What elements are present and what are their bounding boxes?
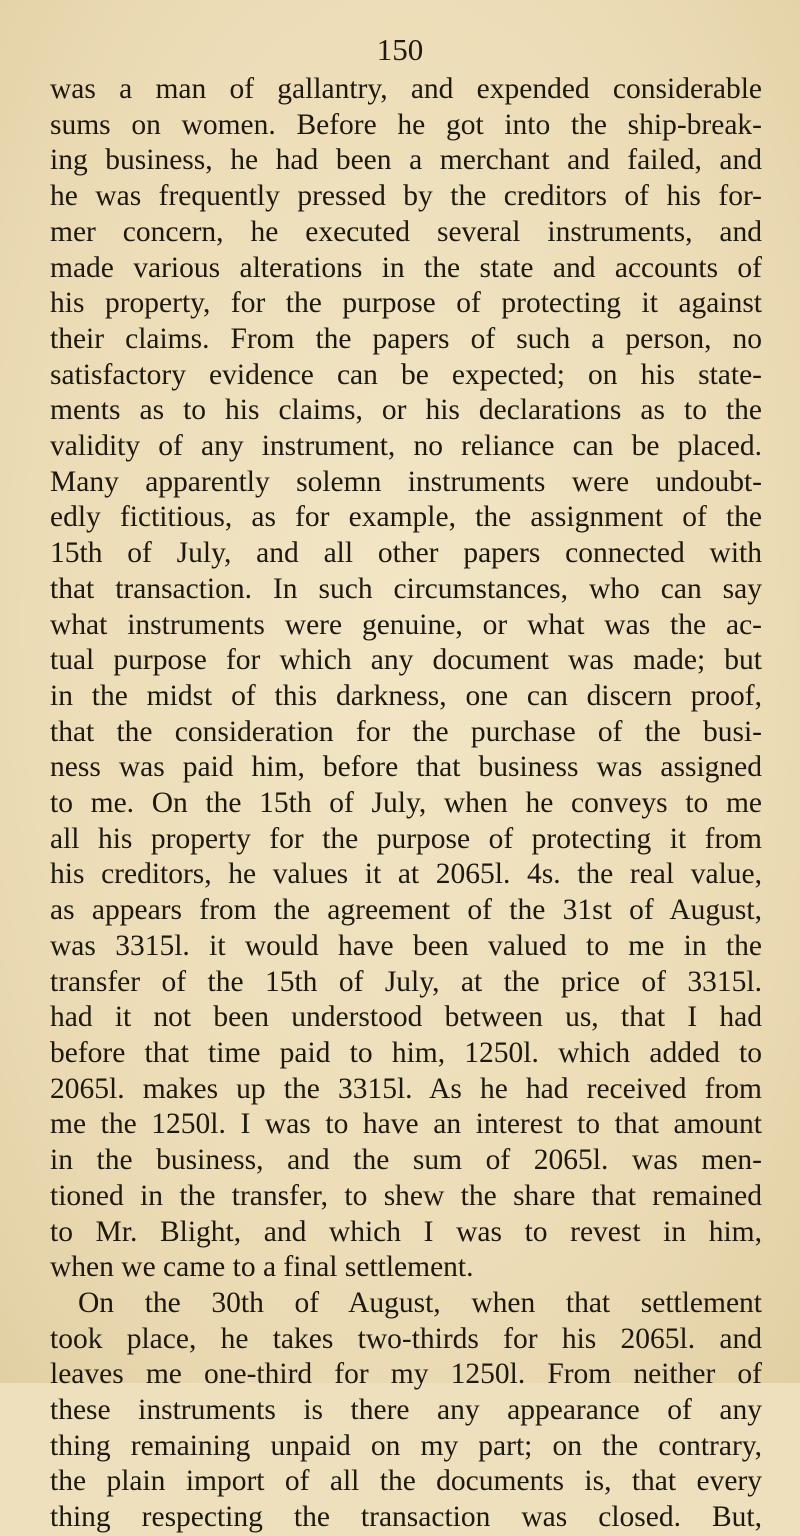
text-line: ments as to his claims, or his declarations as to the	[50, 394, 762, 427]
text-line: tioned in the transfer, to shew the share that remained	[50, 1179, 762, 1212]
text-line: when we came to a final settlement.	[50, 1251, 474, 1284]
text-line: to me. On the 15th of July, when he conveys to me	[50, 787, 762, 820]
text-line: leaves me one-third for my 1250l. From neither of	[50, 1358, 762, 1391]
text-line: before that time paid to him, 1250l. which added to	[50, 1036, 762, 1069]
text-line: transfer of the 15th of July, at the price of 3315l.	[50, 965, 762, 998]
text-line: tual purpose for which any document was made; but	[50, 644, 762, 677]
text-line: these instruments is there any appearance of any	[50, 1394, 762, 1427]
text-line: sums on women. Before he got into the ship-break-	[50, 108, 762, 141]
text-line: 2065l. makes up the 3315l. As he had received from	[50, 1072, 762, 1105]
text-line: took place, he takes two-thirds for his 2065l. and	[50, 1322, 762, 1355]
page-number: 150	[376, 32, 424, 67]
text-line: as appears from the agreement of the 31st of August,	[50, 894, 762, 927]
text-line: me the 1250l. I was to have an interest to that amount	[50, 1108, 762, 1141]
text-line: to Mr. Blight, and which I was to revest in him,	[50, 1215, 762, 1248]
text-line: On the 30th of August, when that settlement	[78, 1286, 762, 1319]
text-line: had it not been understood between us, that I had	[50, 1001, 762, 1034]
text-line: thing respecting the transaction was closed. But,	[50, 1501, 762, 1534]
text-line: validity of any instrument, no reliance can be placed.	[50, 430, 762, 463]
text-line: what instruments were genuine, or what was the ac-	[50, 608, 762, 641]
text-line: the plain import of all the documents is, that every	[50, 1465, 762, 1498]
text-line: 15th of July, and all other papers connected with	[50, 537, 762, 570]
text-line: made various alterations in the state and accounts of	[50, 251, 762, 284]
text-line: in the midst of this darkness, one can discern proof,	[50, 679, 762, 712]
text-line: in the business, and the sum of 2065l. was men-	[50, 1144, 762, 1177]
text-line: satisfactory evidence can be expected; on his state-	[50, 358, 762, 391]
text-line: edly fictitious, as for example, the assignment of the	[50, 501, 762, 534]
text-line: was 3315l. it would have been valued to me in the	[50, 929, 762, 962]
text-line: his property, for the purpose of protecting it against	[50, 287, 762, 320]
text-line: their claims. From the papers of such a person, no	[50, 322, 762, 355]
text-line: ness was paid him, before that business was assigned	[50, 751, 762, 784]
page-body-text	[50, 72, 762, 1536]
text-line: he was frequently pressed by the creditors of his for-	[50, 180, 762, 213]
text-line: Many apparently solemn instruments were undoubt-	[50, 465, 762, 498]
text-line: all his property for the purpose of protecting it from	[50, 822, 762, 855]
text-line: that transaction. In such circumstances, who can say	[50, 572, 762, 605]
text-line: that the consideration for the purchase of the busi-	[50, 715, 762, 748]
text-line: ing business, he had been a merchant and failed, and	[50, 144, 762, 177]
text-line: his creditors, he values it at 2065l. 4s. the real value,	[50, 858, 762, 891]
text-line: thing remaining unpaid on my part; on the contrary,	[50, 1429, 762, 1462]
text-line: was a man of gallantry, and expended considerable	[50, 73, 762, 105]
text-line: mer concern, he executed several instruments, and	[50, 215, 762, 248]
